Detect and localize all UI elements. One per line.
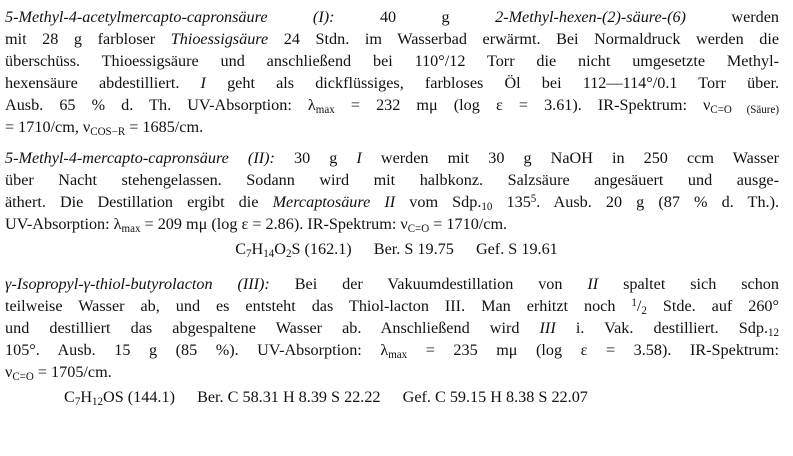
p3-line5-text: = 1705/cm. <box>37 363 112 381</box>
p1-line5-text-a: Ausb. 65 % d. Th. UV-Absorption: $\lambda_{max}$ <box>5 96 335 117</box>
p3-line3-compound-ref: III <box>539 319 556 337</box>
p2-line3-boiling-point: vom $Sdp._{10}$ <box>409 193 493 214</box>
p2-line-2 <box>5 170 779 190</box>
p1-line-1 <box>5 7 779 27</box>
p1-line2-text-a: mit 28 g farbloser <box>5 30 156 48</box>
p3-elemental-analysis <box>64 387 784 407</box>
p3-line3-boiling-point: i. Vak. destilliert. $Sdp._{12}$ <box>575 319 780 340</box>
lambda-max-subscript: max <box>121 223 141 236</box>
p2-found-values: Gef. S 19.61 <box>475 240 558 258</box>
p3-calculated-values: Ber. C 58.31 H 8.39 S 22.22 <box>197 388 381 406</box>
p3-line-1 <box>5 274 779 294</box>
p2-line4-text-c: = 1710/cm. <box>433 215 508 233</box>
lambda-max-subscript: max <box>388 349 408 362</box>
p3-line2-text-a: teilweise Wasser ab, und es entsteht das Thiol-lacton III. Man erhitzt noch <box>5 297 616 315</box>
p1-line4-compound-ref: I <box>200 74 206 92</box>
p1-line-6 <box>5 117 779 137</box>
p2-line3-text-a: äthert. Die Destillation ergibt die <box>5 193 259 211</box>
p3-fraction: $^1/_2$ <box>631 297 647 318</box>
p3-line-2 <box>5 296 779 316</box>
p2-formula: $C_7H_{14}O_2S$ (162.1) <box>235 240 352 261</box>
p3-line-3 <box>5 318 779 338</box>
p3-formula: $C_7H_{12}OS$ (144.1) <box>64 388 175 409</box>
p2-line-1 <box>5 148 779 168</box>
p2-line1-compound-ref: I <box>356 149 362 167</box>
nu-subscript: C=O (Säure) <box>710 104 780 117</box>
p1-line2-text-b: 24 Stdn. im Wasserbad erwärmt. Bei Normaldruck werden die <box>283 30 780 48</box>
p2-line3-temperature: $135^5$. Ausb. 20 g (87 % d. Th.). <box>506 193 780 211</box>
p3-line-4 <box>5 340 779 360</box>
bp-pressure-subscript: 12 <box>768 327 780 340</box>
p3-line4-text-a: 105°. Ausb. 15 g (85 %). UV-Absorption: $\lambda_{max}$ <box>5 341 408 362</box>
p2-line-3 <box>5 192 779 212</box>
p2-line3-compound-name: Mercaptosäure II <box>272 193 396 211</box>
p1-line-4 <box>5 73 779 93</box>
p2-elemental-analysis <box>0 239 793 259</box>
bp-superscript: 5 <box>530 193 537 206</box>
p2-line2-text: über Nacht stehengelassen. Sodann wird mit halbkonz. Salzsäure angesäuert und ausge- <box>5 171 779 189</box>
p2-line1-text-a: 30 g <box>293 149 338 167</box>
p1-compound-name: 5-Methyl-4-acetylmercapto-capronsäure (I): <box>5 8 335 26</box>
p1-line-3 <box>5 51 779 71</box>
p1-line4-text-a: hexensäure abdestilliert. <box>5 74 180 92</box>
p2-compound-name: 5-Methyl-4-mercapto-capronsäure (II): <box>5 149 275 167</box>
p3-line2-text-b: Stde. auf 260° <box>662 297 780 315</box>
p1-line5-text-b: = 232 mμ (log ε = 3.61). IR-Spektrum: $\nu_{C=O (Säure)}$ <box>350 96 780 117</box>
lambda-max-subscript: max <box>315 104 335 117</box>
p1-reagent-name: 2-Methyl-hexen-(2)-säure-(6) <box>495 8 686 26</box>
p1-line4-text-b: geht als dickflüssiges, farbloses Öl bei 112—114°/0.1 Torr über. <box>227 74 779 92</box>
bp-pressure-subscript: 10 <box>481 201 493 214</box>
p3-line1-compound-ref: II <box>587 275 599 293</box>
p1-amount: 40 g <box>379 8 450 26</box>
nu-subscript: C=O <box>407 223 430 236</box>
p2-line-4 <box>5 214 779 234</box>
p1-line2-reagent: Thioessigsäure <box>170 30 269 48</box>
nu-cos-subscript: COS−R <box>90 126 126 139</box>
p3-line4-text-b: = 235 mμ (log ε = 3.58). IR-Spektrum: <box>425 341 779 359</box>
p3-line3-text-a: und destilliert das abgespaltene Wasser ab. Anschließend wird <box>5 319 520 337</box>
p3-line-5 <box>5 362 779 382</box>
p3-line1-text-a: Bei der Vakuumdestillation von <box>294 275 563 293</box>
p2-line1-text-b: werden mit 30 g NaOH in 250 ccm Wasser <box>380 149 780 167</box>
p2-line4-text-b: = 209 mμ (log ε = 2.86). IR-Spektrum: ν <box>144 215 408 233</box>
p3-line1-text-b: spaltet sich schon <box>623 275 779 293</box>
p1-line-2 <box>5 29 779 49</box>
p2-line4-text-a: UV-Absorption: λ <box>5 215 122 233</box>
p1-line6-text-a: = 1710/cm, ν <box>5 118 91 136</box>
p1-line-5 <box>5 95 779 115</box>
p1-line3-text: überschüss. Thioessigsäure und anschließend bei 110°/12 Torr die nicht umgesetzte Methyl- <box>5 52 779 70</box>
p3-compound-name: γ-Isopropyl-γ-thiol-butyrolacton (III): <box>5 275 270 293</box>
p1-line1-end: werden <box>731 8 780 26</box>
p2-calculated-values: Ber. S 19.75 <box>373 240 454 258</box>
p3-found-values: Gef. C 59.15 H 8.38 S 22.07 <box>402 388 588 406</box>
p1-line6-text-b: = 1685/cm. <box>129 118 204 136</box>
nu-subscript: C=O <box>12 371 34 384</box>
nu-symbol: ν <box>5 363 13 381</box>
